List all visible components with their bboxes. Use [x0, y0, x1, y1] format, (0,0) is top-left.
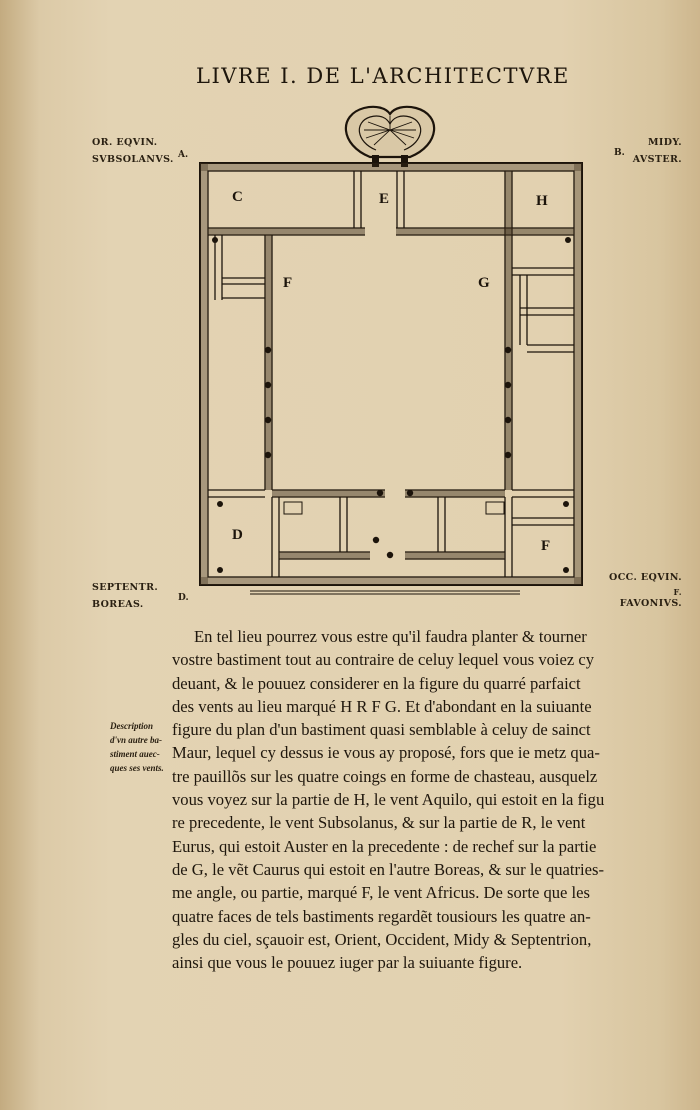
text-line: vostre bastiment tout au contraire de celuy lequel vous voiez cy — [172, 650, 595, 670]
margin-note — [110, 719, 178, 775]
spiral-staircase — [346, 107, 434, 167]
compass-label-line: SEPTENTR. — [92, 582, 159, 593]
running-header: LIVRE I. DE L'ARCHITECTVRE — [196, 64, 570, 88]
margin-note-line: ques ses vents. — [110, 763, 164, 773]
plan-label-h: H — [536, 193, 548, 209]
compass-label-line: MIDY. — [647, 137, 682, 148]
body-paragraph — [172, 625, 642, 974]
text-line: quatre faces de tels bastiments regardẽt tousiours les quatre an- — [172, 906, 591, 926]
margin-note-line: stiment auec- — [110, 749, 160, 759]
margin-note-line: d'vn autre ba- — [110, 735, 163, 745]
corner-a: A. — [178, 150, 189, 160]
compass-label-line: OR. EQVIN. — [92, 137, 158, 148]
plan-label-e: E — [379, 191, 390, 207]
text-line: des vents au lieu marqué H R F G. Et d'abondant en la suiuante — [172, 696, 592, 716]
compass-label-line: OCC. EQVIN. — [609, 572, 682, 583]
text-line: de G, le vẽt Caurus qui estoit en l'autre Boreas, & sur le quatries- — [172, 859, 605, 879]
text-line: En tel lieu pourrez vous estre qu'il faudra planter & tourner — [194, 627, 587, 646]
text-line: re precedente, le vent Subsolanus, & sur la partie de R, le vent — [172, 813, 586, 833]
plan-label-f-pavilion: F — [541, 538, 551, 554]
text-line: figure du plan d'un bastiment quasi semblable à celuy de sainct — [172, 720, 591, 740]
wall-hatching — [200, 163, 582, 585]
compass-label-bottom-right — [596, 569, 682, 612]
text-line: gles du ciel, sçauoir est, Orient, Occident, Midy & Septentrion, — [172, 929, 592, 949]
plan-label-f: F — [283, 275, 293, 291]
text-line: Maur, lequel cy dessus ie vous ay proposé, fors que ie metz qua- — [172, 743, 600, 763]
compass-label-line: FAVONIVS. — [619, 598, 682, 609]
text-line: deuant, & le pouuez considerer en la figure du quarré parfaict — [172, 673, 581, 693]
text-line: tre pauillõs sur les quatre coings en forme de chasteau, ausquelz — [172, 766, 598, 786]
compass-label-line: BOREAS. — [92, 599, 144, 610]
corner-f: F. — [673, 587, 682, 597]
floor-plan-figure — [190, 100, 600, 600]
text-line: me angle, ou partie, marqué F, le vent Africus. De sorte que les — [172, 883, 590, 903]
corner-b: B. — [614, 148, 625, 158]
corner-d: D. — [178, 593, 189, 603]
compass-label-line: SVBSOLANVS. — [92, 154, 174, 165]
plan-label-g: G — [478, 275, 490, 291]
text-line: Eurus, qui estoit Auster en la precedente : de rechef sur la partie — [172, 836, 597, 856]
plan-label-d: D — [232, 527, 243, 543]
plan-label-c: C — [232, 189, 243, 205]
compass-label-top-left — [92, 134, 174, 168]
compass-label-line: AVSTER. — [632, 154, 682, 165]
text-line: vous voyez sur la partie de H, le vent Aquilo, qui estoit en la figu — [172, 790, 605, 810]
compass-label-bottom-left — [92, 579, 158, 613]
margin-note-line: Description — [110, 721, 154, 731]
text-line: ainsi que vous le pouuez iuger par la suiuante figure. — [172, 953, 523, 973]
